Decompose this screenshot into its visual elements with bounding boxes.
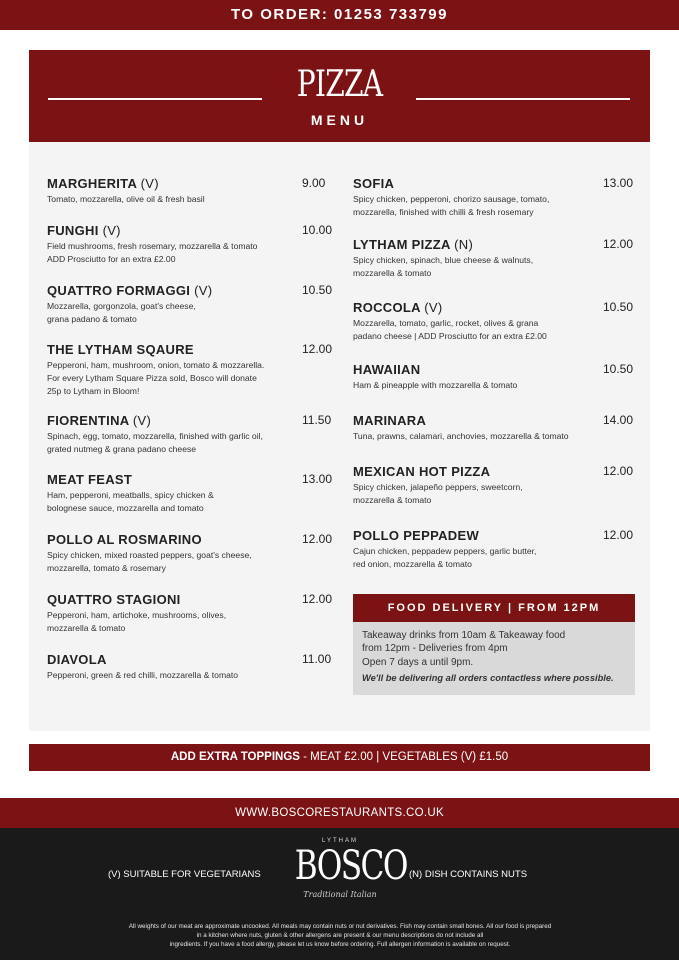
nuts-legend: (N) DISH CONTAINS NUTS — [409, 869, 528, 880]
item-name: SOFIA — [353, 176, 395, 191]
menu-item — [353, 413, 633, 443]
item-name: MEXICAN HOT PIZZA — [353, 464, 491, 479]
menu-item — [47, 342, 333, 398]
menu-item — [47, 592, 333, 635]
item-description: Tomato, mozzarella, olive oil & fresh basil — [47, 194, 205, 204]
item-price: 12.00 — [603, 464, 634, 478]
item-name: DIAVOLA — [47, 652, 107, 667]
item-description: Mozzarella, gorgonzola, goat's cheese, grana padano & tomato — [47, 301, 196, 324]
website-link[interactable]: WWW.BOSCORESTAURANTS.CO.UK — [0, 798, 679, 828]
item-price: 10.00 — [302, 223, 333, 237]
item-description: Pepperoni, green & red chilli, mozzarella & tomato — [47, 670, 239, 680]
item-tag: (V) — [102, 223, 121, 238]
item-description: Ham, pepperoni, meatballs, spicy chicken & bolognese sauce, mozzarella and tomato — [47, 490, 214, 513]
menu-item — [47, 176, 327, 206]
menu-item — [47, 472, 333, 515]
opening-days: Open 7 days a until 9pm. — [362, 657, 474, 668]
item-description: Tuna, prawns, calamari, anchovies, mozzarella & tomato — [353, 431, 569, 441]
item-name: MARGHERITA — [47, 176, 137, 191]
item-name: HAWAIIAN — [353, 362, 421, 377]
menu-item — [353, 300, 633, 343]
menu-title: PIZZA — [296, 64, 383, 105]
item-price: 9.00 — [302, 176, 326, 190]
delivery-box — [353, 594, 635, 694]
menu-header — [29, 50, 650, 142]
menu-item — [353, 362, 633, 392]
menu-item — [353, 464, 633, 507]
item-price: 10.50 — [603, 362, 634, 376]
item-name: POLLO PEPPADEW — [353, 528, 480, 543]
menu-item — [47, 413, 332, 456]
item-description: Pepperoni, ham, artichoke, mushrooms, olives, mozzarella & tomato — [47, 610, 227, 633]
allergen-disclaimer: All weights of our meat are approximate uncooked. All meals may contain nuts or nut derivatives. Fish may contain small bones. All our food is prepared in a kitchen where nuts, gluten & other allergens are present & our menu descriptions do not include all ingredients. If you have a food allergy, please let us know before ordering. Full allergen information is available on request. — [128, 923, 552, 948]
vegetarian-legend: (V) SUITABLE FOR VEGETARIANS — [108, 869, 261, 880]
item-tag: (V) — [194, 283, 213, 298]
item-tag: (V) — [424, 300, 443, 315]
delivery-heading: FOOD DELIVERY | FROM 12PM — [353, 594, 635, 622]
menu-item — [353, 528, 633, 571]
item-name: MARINARA — [353, 413, 427, 428]
extra-toppings-banner: ADD EXTRA TOPPINGS - MEAT £2.00 | VEGETABLES (V) £1.50 — [29, 744, 650, 771]
item-price: 14.00 — [603, 413, 634, 427]
item-description: Spicy chicken, mixed roasted peppers, goat's cheese, mozzarella, tomato & rosemary — [47, 550, 252, 573]
item-description: Cajun chicken, peppadew peppers, garlic butter, red onion, mozzarella & tomato — [353, 546, 537, 569]
menu-subtitle: MENU — [310, 112, 369, 128]
item-name: FUNGHI — [47, 223, 99, 238]
item-price: 12.00 — [302, 342, 333, 356]
item-tag: (V) — [132, 413, 152, 428]
contactless-note: We'll be delivering all orders contactless where possible. — [362, 672, 614, 683]
footer — [0, 828, 679, 960]
item-name: LYTHAM PIZZA — [353, 237, 451, 252]
item-description: Field mushrooms, fresh rosemary, mozzarella & tomato ADD Prosciutto for an extra £2.00 — [47, 241, 258, 264]
menu-item — [47, 223, 333, 266]
bosco-logo: LYTHAM BOSCO Traditional Italian — [294, 838, 407, 899]
menu-item — [353, 176, 633, 219]
item-name: FIORENTINA — [47, 413, 129, 428]
item-price: 12.00 — [302, 532, 333, 546]
item-description: Ham & pineapple with mozzarella & tomato — [353, 380, 518, 390]
item-name: THE LYTHAM SQAURE — [47, 342, 194, 357]
item-description: Spicy chicken, pepperoni, chorizo sausage, tomato, mozzarella, finished with chilli & fresh rosemary — [353, 194, 550, 217]
item-description: Spicy chicken, spinach, blue cheese & walnuts, mozzarella & tomato — [353, 255, 534, 278]
menu-item — [47, 283, 333, 326]
item-price: 13.00 — [302, 472, 333, 486]
item-description: Spicy chicken, jalapeño peppers, sweetcorn, mozzarella & tomato — [353, 482, 523, 505]
item-name: QUATTRO FORMAGGI — [47, 283, 191, 298]
order-phone-banner: TO ORDER: 01253 733799 — [0, 0, 679, 30]
item-description: Pepperoni, ham, mushroom, onion, tomato & mozzarella. For every Lytham Square Pizza sold, Bosco will donate 25p to Lytham in Bloom! — [47, 360, 265, 396]
item-name: MEAT FEAST — [47, 472, 133, 487]
item-description: Mozzarella, tomato, garlic, rocket, olives & grana padano cheese | ADD Prosciutto for an extra £2.00 — [353, 318, 547, 341]
menu-item — [353, 237, 633, 280]
item-price: 12.00 — [603, 237, 634, 251]
item-price: 12.00 — [603, 528, 634, 542]
item-price: 10.50 — [603, 300, 634, 314]
item-tag: (V) — [140, 176, 159, 191]
item-price: 13.00 — [603, 176, 634, 190]
menu-item — [47, 652, 332, 682]
delivery-details — [353, 622, 635, 695]
item-name: ROCCOLA — [353, 300, 421, 315]
delivery-hours: Takeaway drinks from 10am & Takeaway food from 12pm - Deliveries from 4pm — [362, 630, 566, 654]
item-price: 11.00 — [302, 652, 332, 666]
menu-item — [47, 532, 333, 575]
item-description: Spinach, egg, tomato, mozzarella, finished with garlic oil, grated nutmeg & grana padano cheese — [47, 431, 263, 454]
item-name: QUATTRO STAGIONI — [47, 592, 181, 607]
item-price: 12.00 — [302, 592, 333, 606]
item-tag: (N) — [454, 237, 474, 252]
item-name: POLLO AL ROSMARINO — [47, 532, 202, 547]
item-price: 10.50 — [302, 283, 333, 297]
item-price: 11.50 — [302, 413, 332, 427]
menu-panel — [29, 50, 650, 731]
